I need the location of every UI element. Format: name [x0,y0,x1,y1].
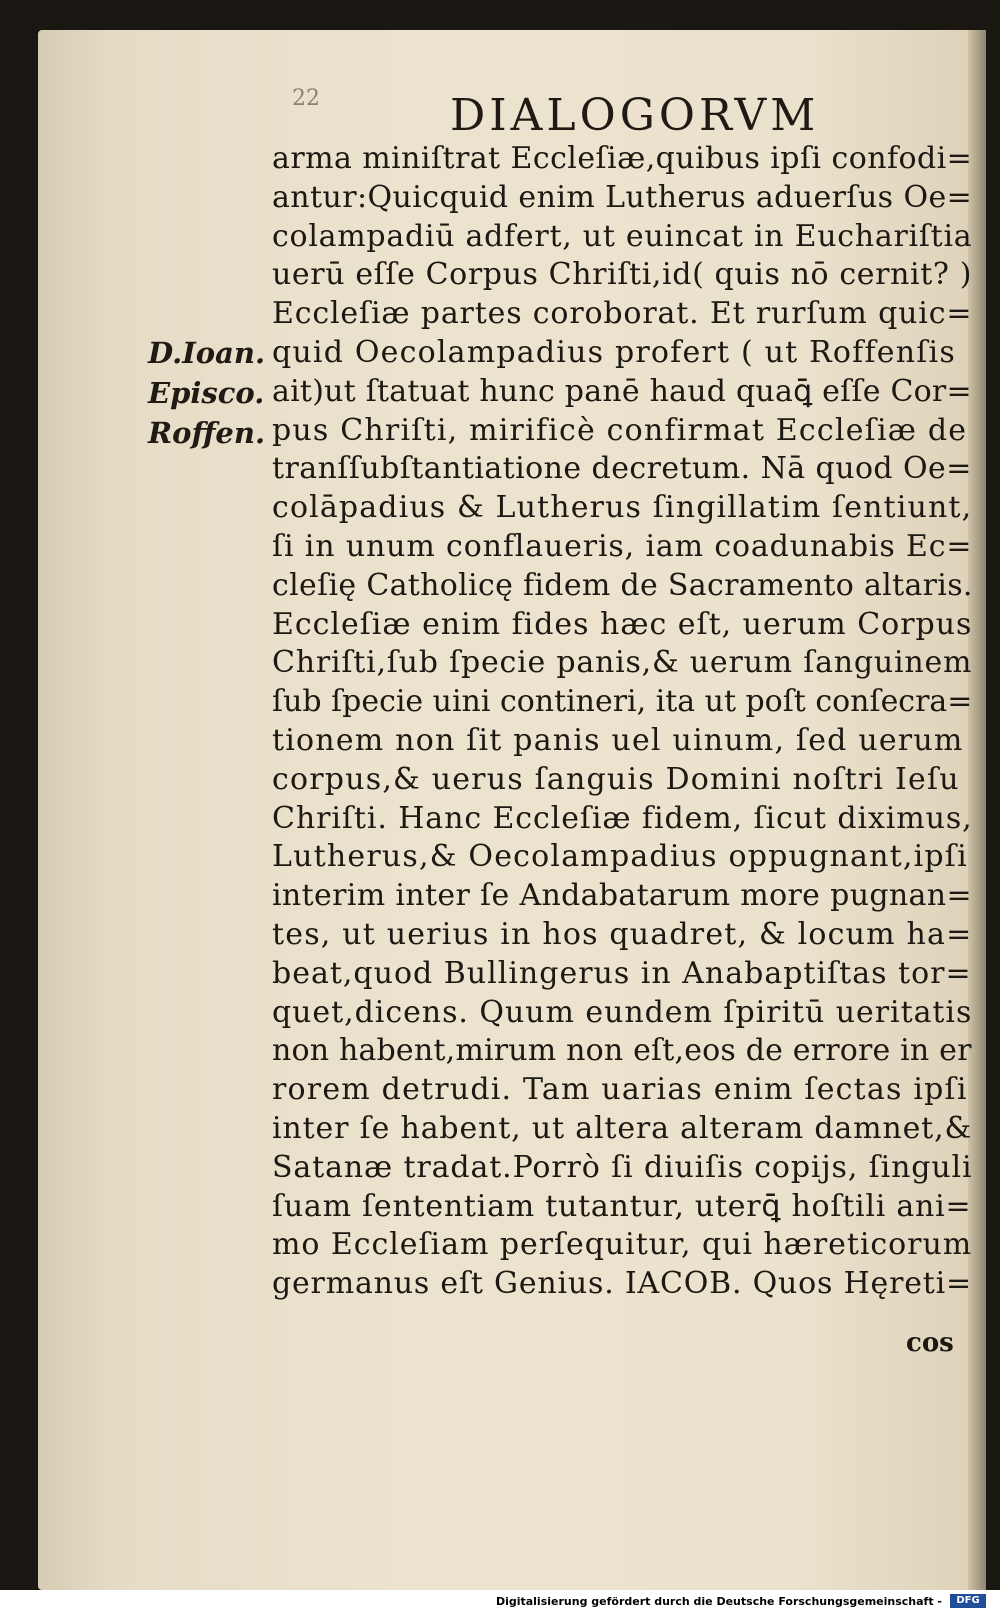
page-number: 22 [292,86,320,111]
margin-note: Roffen. [148,416,266,450]
text-line: Chriſti. Hanc Eccleſiæ fidem, ſicut diximus, [272,800,973,836]
funding-credit: Digitalisierung gefördert durch die Deutsche Forschungsgemeinschaft - [495,1595,942,1608]
text-line: ait)ut ſtatuat hunc panē haud quaꝗ̄ eſſe Cor= [272,373,972,409]
text-line: Satanæ tradat.Porrò ſi diuiſis copijs, ſinguli [272,1149,973,1185]
text-line: ſuam ſententiam tutantur, uterꝗ̄ hoſtili ani= [272,1188,972,1224]
text-line: Chriſti,ſub ſpecie panis,& uerum ſanguinem [272,645,973,681]
text-line: ſi in unum conflaueris, iam coadunabis Ec= [272,528,973,564]
catchword: cos [906,1328,954,1358]
text-line: antur:Quicquid enim Lutherus aduerſus Oe= [272,179,973,215]
text-line: colampadiū adfert, ut euincat in Euchariſtia [272,218,973,254]
text-line: Lutherus,& Oecolampadius oppugnant,ipſi [272,839,968,875]
text-line: rorem detrudi. Tam uarias enim ſectas ipſi [272,1072,968,1108]
text-line: ſub ſpecie uini contineri, ita ut poſt conſecra= [272,684,973,720]
text-line: tes, ut uerius in hos quadret, & locum ha= [272,916,973,952]
text-line: uerū eſſe Corpus Chriſti,id( quis nō cernit? ) [272,257,973,293]
text-line: arma miniſtrat Eccleſiæ,quibus ipſi confodi= [272,141,973,176]
text-line: Eccleſiæ enim fides hæc eſt, uerum Corpus [272,606,973,642]
text-line: colāpadius & Lutherus ſingillatim ſentiunt, [272,490,973,526]
text-line: cleſię Catholicę fidem de Sacramento altaris. [272,567,973,603]
margin-note: D.Ioan. [148,336,266,370]
text-line: interim inter ſe Andabatarum more pugnan= [272,878,972,914]
text-line: beat,quod Bullingerus in Anabaptiſtas tor= [272,955,972,991]
text-line: pus Chriſti, mirificè confirmat Eccleſiæ de [272,412,968,448]
text-line: inter ſe habent, ut altera alteram damnet,& [272,1110,972,1146]
text-line: quid Oecolampadius profert ( ut Roffenſis [272,334,956,370]
text-line: non habent,mirum non eſt,eos de errore in er [272,1033,972,1069]
text-line: quet,dicens. Quum eundem ſpiritū ueritatis [272,994,973,1030]
margin-note: Episco. [148,376,265,410]
text-line: germanus eſt Genius. IACOB. Quos Hęreti= [272,1266,972,1302]
text-line: mo Eccleſiam perſequitur, qui hæreticorum [272,1227,973,1263]
running-title: DIALOGORVM [450,90,820,141]
text-line: tionem non ſit panis uel uinum, ſed uerum [272,722,964,758]
body-text [272,140,972,1304]
text-line: corpus,& uerus ſanguis Domini noſtri Ieſu [272,761,960,797]
text-line: Eccleſiæ partes coroborat. Et rurſum quic= [272,296,973,332]
dfg-logo: DFG [950,1594,986,1608]
text-line: tranſſubſtantiatione decretum. Nā quod Oe= [272,451,972,487]
